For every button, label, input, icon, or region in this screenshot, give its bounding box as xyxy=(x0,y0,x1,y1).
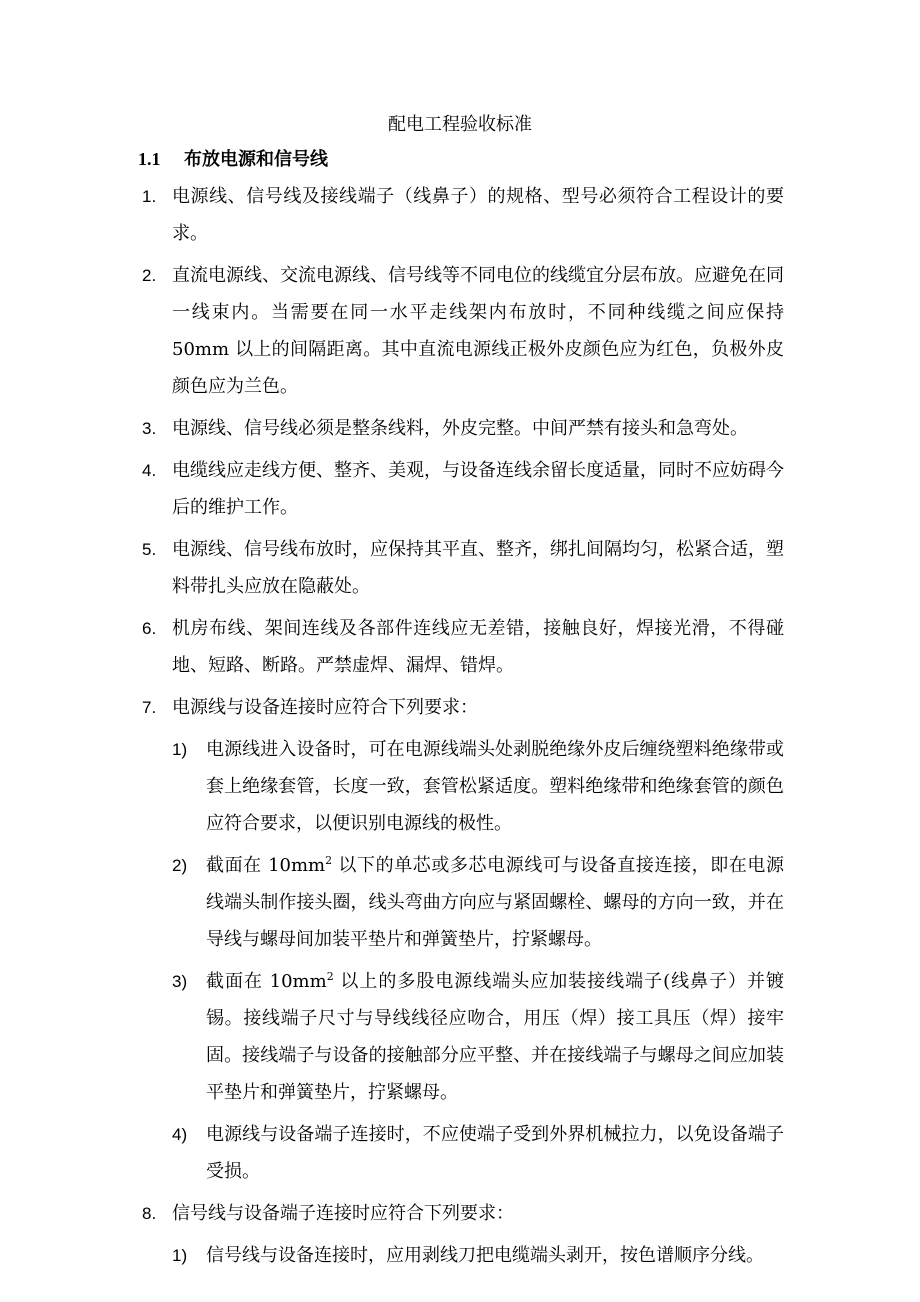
sub-item-text-start: 截面在 10mm xyxy=(206,971,327,992)
section-number: 1.1 xyxy=(138,149,161,169)
sub-list-item xyxy=(0,1237,920,1274)
sub-item-number: 1) xyxy=(172,740,188,759)
item-number: 7. xyxy=(142,698,157,717)
item-number: 4. xyxy=(142,461,157,480)
sub-item-text-rest: 以上的多股电源线端头应加装接线端子(线鼻子）并镀锡。接线端子尺寸与导线线径应吻合，用压（焊）接工具压（焊）接牢固。接线端子与设备的接触部分应平整、并在接线端子与螺母之间应加装平垫片和弹簧垫片，拧紧螺母。 xyxy=(206,971,785,1103)
item-text: 电源线与设备连接时应符合下列要求： xyxy=(172,697,478,718)
sub-item-number: 3) xyxy=(172,972,188,991)
list-item xyxy=(0,257,920,405)
list-item xyxy=(0,689,920,726)
list-item xyxy=(0,531,920,605)
list-item xyxy=(0,178,920,252)
item-text: 电源线、信号线必须是整条线料，外皮完整。中间严禁有接头和急弯处。 xyxy=(172,418,748,439)
item-number: 1. xyxy=(142,187,157,206)
page-title: 配电工程验收标准 xyxy=(388,114,532,135)
sub-item-text: 信号线与设备连接时，应用剥线刀把电缆端头剥开，按色谱顺序分线。 xyxy=(206,1245,764,1266)
sub-list-item xyxy=(0,963,920,1111)
item-number: 8. xyxy=(142,1204,157,1223)
list-item xyxy=(0,452,920,526)
sub-item-number: 4) xyxy=(172,1125,188,1144)
sub-item-text: 电源线与设备端子连接时，不应使端子受到外界机械拉力，以免设备端子受损。 xyxy=(206,1124,784,1182)
item-number: 6. xyxy=(142,619,157,638)
sub-item-text xyxy=(206,847,784,958)
list-item xyxy=(0,410,920,447)
item-number: 5. xyxy=(142,540,157,559)
sub-list-item xyxy=(0,847,920,958)
sub-item-text-start: 截面在 10mm xyxy=(206,855,326,876)
item-text: 电缆线应走线方便、整齐、美观，与设备连线余留长度适量，同时不应妨碍今后的维护工作。 xyxy=(172,460,784,518)
requirements-list xyxy=(0,178,920,1274)
section-heading xyxy=(138,146,328,173)
sub-item-text-rest: 以下的单芯或多芯电源线可与设备直接连接，即在电源线端头制作接头圈，线头弯曲方向应与紧固螺栓、螺母的方向一致，并在导线与螺母间加装平垫片和弹簧垫片，拧紧螺母。 xyxy=(206,855,784,950)
sub-list-item xyxy=(0,731,920,842)
sub-item-text: 电源线进入设备时，可在电源线端头处剥脱绝缘外皮后缠绕塑料绝缘带或套上绝缘套管，长度一致，套管松紧适度。塑料绝缘带和绝缘套管的颜色应符合要求，以便识别电源线的极性。 xyxy=(206,739,784,834)
superscript: 2 xyxy=(326,970,334,983)
sub-item-text xyxy=(206,963,784,1111)
item-text: 电源线、信号线及接线端子（线鼻子）的规格、型号必须符合工程设计的要求。 xyxy=(172,186,784,244)
item-number: 2. xyxy=(142,266,157,285)
superscript: 2 xyxy=(325,854,333,867)
item-text: 电源线、信号线布放时，应保持其平直、整齐，绑扎间隔均匀，松紧合适，塑料带扎头应放在隐蔽处。 xyxy=(172,539,784,597)
item-text: 直流电源线、交流电源线、信号线等不同电位的线缆宜分层布放。应避免在同一线束内。当需要在同一水平走线架内布放时，不同种线缆之间应保持50mm 以上的间隔距离。其中直流电源线正极外皮颜色应为红色，负极外皮颜色应为兰色。 xyxy=(172,265,784,397)
list-item xyxy=(0,1195,920,1232)
item-text: 信号线与设备端子连接时应符合下列要求： xyxy=(172,1203,514,1224)
sub-item-number: 2) xyxy=(172,856,188,875)
sub-list-item xyxy=(0,1116,920,1190)
item-text: 机房布线、架间连线及各部件连线应无差错，接触良好，焊接光滑，不得碰地、短路、断路。严禁虚焊、漏焊、错焊。 xyxy=(172,618,784,676)
section-title: 布放电源和信号线 xyxy=(184,149,328,170)
list-item xyxy=(0,610,920,684)
sub-item-number: 1) xyxy=(172,1246,188,1265)
item-number: 3. xyxy=(142,419,157,438)
